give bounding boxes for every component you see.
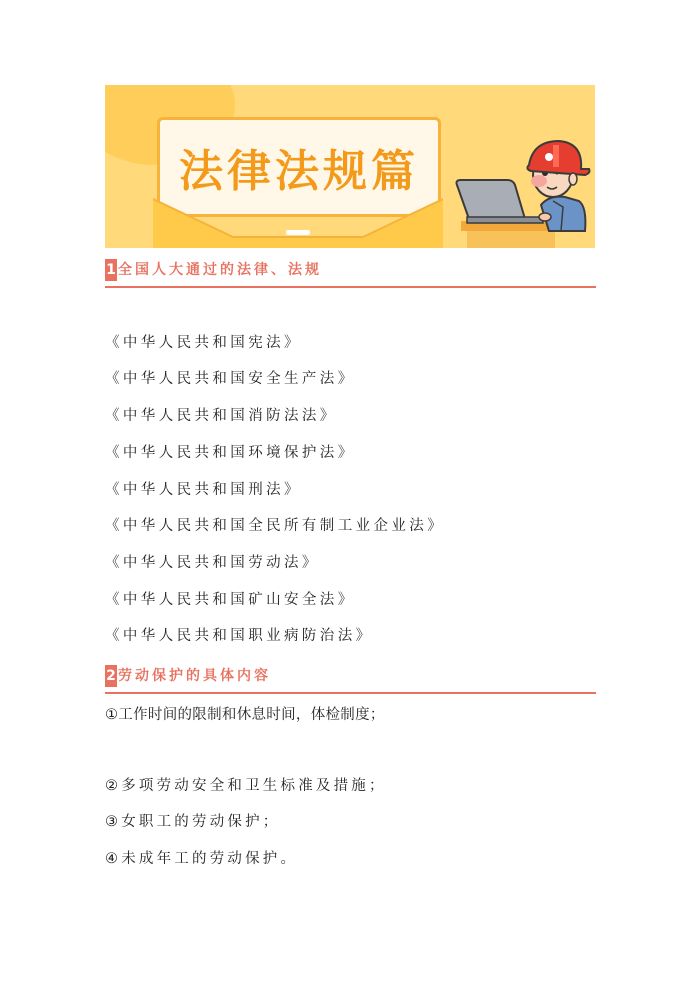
- law-list-item: 《中华人民共和国环境保护法》: [105, 445, 356, 461]
- header-banner: [105, 85, 595, 248]
- section-heading: [105, 256, 596, 288]
- law-list-item: 《中华人民共和国矿山安全法》: [105, 592, 356, 608]
- content-list-item: ③女职工的劳动保护；: [105, 814, 281, 830]
- envelope-icon: [153, 197, 443, 248]
- content-list-item: ④未成年工的劳动保护。: [105, 851, 299, 867]
- section-number: 2: [105, 665, 117, 687]
- section-title: 全国人大通过的法律、法规: [118, 262, 322, 278]
- law-list-item: 《中华人民共和国刑法》: [105, 482, 302, 498]
- law-list-item: 《中华人民共和国宪法》: [105, 335, 302, 351]
- section-number: 1: [105, 259, 117, 281]
- content-list-item: ②多项劳动安全和卫生标准及措施；: [105, 778, 387, 794]
- worker-with-laptop-illustration: [453, 135, 595, 248]
- law-list-item: 《中华人民共和国劳动法》: [105, 555, 320, 571]
- banner-title: 法律法规篇: [179, 146, 419, 197]
- content-list-item: ①工作时间的限制和休息时间，体检制度；: [105, 707, 385, 723]
- law-list-item: 《中华人民共和国职业病防治法》: [105, 628, 374, 644]
- law-list-item: 《中华人民共和国安全生产法》: [105, 371, 356, 387]
- law-list-item: 《中华人民共和国消防法法》: [105, 408, 338, 424]
- section-heading: [105, 662, 596, 694]
- law-list-item: 《中华人民共和国全民所有制工业企业法》: [105, 518, 446, 534]
- section-title: 劳动保护的具体内容: [118, 668, 271, 684]
